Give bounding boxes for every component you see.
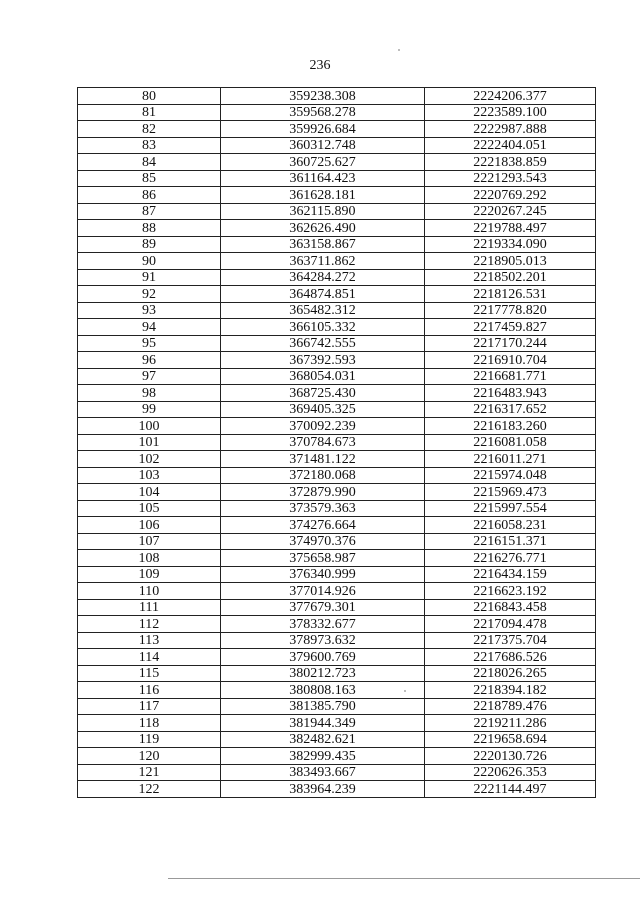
table-row — [78, 665, 596, 682]
y-coordinate-cell: 2220130.726 — [425, 748, 596, 765]
y-coordinate-cell: 2217375.704 — [425, 632, 596, 649]
y-coordinate-cell: 2218126.531 — [425, 286, 596, 303]
x-coordinate-cell: 365482.312 — [221, 302, 425, 319]
y-coordinate-cell: 2216151.371 — [425, 533, 596, 550]
y-coordinate-cell: 2221144.497 — [425, 781, 596, 798]
x-coordinate-cell: 361628.181 — [221, 187, 425, 204]
x-coordinate-cell: 374276.664 — [221, 517, 425, 534]
scan-speck — [404, 690, 406, 692]
x-coordinate-cell: 372180.068 — [221, 467, 425, 484]
table-row — [78, 467, 596, 484]
table-row — [78, 319, 596, 336]
y-coordinate-cell: 2216276.771 — [425, 550, 596, 567]
x-coordinate-cell: 375658.987 — [221, 550, 425, 567]
y-coordinate-cell: 2220626.353 — [425, 764, 596, 781]
point-number-cell: 90 — [78, 253, 221, 270]
table-row — [78, 253, 596, 270]
y-coordinate-cell: 2218905.013 — [425, 253, 596, 270]
y-coordinate-cell: 2224206.377 — [425, 88, 596, 105]
y-coordinate-cell: 2216317.652 — [425, 401, 596, 418]
table-row — [78, 583, 596, 600]
point-number-cell: 91 — [78, 269, 221, 286]
table-row — [78, 286, 596, 303]
x-coordinate-cell: 369405.325 — [221, 401, 425, 418]
x-coordinate-cell: 366105.332 — [221, 319, 425, 336]
point-number-cell: 114 — [78, 649, 221, 666]
table-row — [78, 88, 596, 105]
point-number-cell: 92 — [78, 286, 221, 303]
table-row — [78, 269, 596, 286]
y-coordinate-cell: 2223589.100 — [425, 104, 596, 121]
point-number-cell: 98 — [78, 385, 221, 402]
point-number-cell: 88 — [78, 220, 221, 237]
point-number-cell: 120 — [78, 748, 221, 765]
x-coordinate-cell: 359568.278 — [221, 104, 425, 121]
table-row — [78, 418, 596, 435]
table-row — [78, 236, 596, 253]
x-coordinate-cell: 363711.862 — [221, 253, 425, 270]
page-number: 236 — [309, 58, 331, 73]
point-number-cell: 100 — [78, 418, 221, 435]
point-number-cell: 93 — [78, 302, 221, 319]
table-row — [78, 104, 596, 121]
x-coordinate-cell: 359926.684 — [221, 121, 425, 138]
table-row — [78, 154, 596, 171]
x-coordinate-cell: 370092.239 — [221, 418, 425, 435]
table-row — [78, 121, 596, 138]
x-coordinate-cell: 383493.667 — [221, 764, 425, 781]
point-number-cell: 80 — [78, 88, 221, 105]
point-number-cell: 81 — [78, 104, 221, 121]
point-number-cell: 109 — [78, 566, 221, 583]
scan-speck — [398, 49, 400, 51]
x-coordinate-cell: 377014.926 — [221, 583, 425, 600]
table-row — [78, 517, 596, 534]
table-row — [78, 682, 596, 699]
coordinates-table — [77, 87, 596, 798]
point-number-cell: 110 — [78, 583, 221, 600]
x-coordinate-cell: 380808.163 — [221, 682, 425, 699]
y-coordinate-cell: 2215997.554 — [425, 500, 596, 517]
table-row — [78, 484, 596, 501]
x-coordinate-cell: 361164.423 — [221, 170, 425, 187]
y-coordinate-cell: 2218502.201 — [425, 269, 596, 286]
point-number-cell: 113 — [78, 632, 221, 649]
point-number-cell: 122 — [78, 781, 221, 798]
point-number-cell: 111 — [78, 599, 221, 616]
point-number-cell: 89 — [78, 236, 221, 253]
table-row — [78, 302, 596, 319]
x-coordinate-cell: 371481.122 — [221, 451, 425, 468]
x-coordinate-cell: 368054.031 — [221, 368, 425, 385]
x-coordinate-cell: 377679.301 — [221, 599, 425, 616]
point-number-cell: 117 — [78, 698, 221, 715]
y-coordinate-cell: 2217170.244 — [425, 335, 596, 352]
x-coordinate-cell: 359238.308 — [221, 88, 425, 105]
point-number-cell: 108 — [78, 550, 221, 567]
point-number-cell: 84 — [78, 154, 221, 171]
x-coordinate-cell: 383964.239 — [221, 781, 425, 798]
point-number-cell: 103 — [78, 467, 221, 484]
x-coordinate-cell: 378973.632 — [221, 632, 425, 649]
table-row — [78, 220, 596, 237]
point-number-cell: 97 — [78, 368, 221, 385]
point-number-cell: 85 — [78, 170, 221, 187]
table-row — [78, 451, 596, 468]
y-coordinate-cell: 2216910.704 — [425, 352, 596, 369]
table-row — [78, 698, 596, 715]
x-coordinate-cell: 376340.999 — [221, 566, 425, 583]
y-coordinate-cell: 2216843.458 — [425, 599, 596, 616]
point-number-cell: 115 — [78, 665, 221, 682]
point-number-cell: 116 — [78, 682, 221, 699]
y-coordinate-cell: 2221838.859 — [425, 154, 596, 171]
x-coordinate-cell: 378332.677 — [221, 616, 425, 633]
scan-edge-line — [168, 878, 640, 879]
y-coordinate-cell: 2217778.820 — [425, 302, 596, 319]
table-row — [78, 550, 596, 567]
table-row — [78, 500, 596, 517]
point-number-cell: 105 — [78, 500, 221, 517]
point-number-cell: 95 — [78, 335, 221, 352]
y-coordinate-cell: 2215969.473 — [425, 484, 596, 501]
coordinates-table-body — [78, 88, 596, 798]
y-coordinate-cell: 2217459.827 — [425, 319, 596, 336]
point-number-cell: 102 — [78, 451, 221, 468]
table-row — [78, 731, 596, 748]
y-coordinate-cell: 2216623.192 — [425, 583, 596, 600]
y-coordinate-cell: 2217094.478 — [425, 616, 596, 633]
table-row — [78, 715, 596, 732]
point-number-cell: 107 — [78, 533, 221, 550]
table-row — [78, 434, 596, 451]
y-coordinate-cell: 2215974.048 — [425, 467, 596, 484]
table-row — [78, 616, 596, 633]
y-coordinate-cell: 2219788.497 — [425, 220, 596, 237]
table-row — [78, 352, 596, 369]
y-coordinate-cell: 2219211.286 — [425, 715, 596, 732]
y-coordinate-cell: 2216058.231 — [425, 517, 596, 534]
table-row — [78, 649, 596, 666]
x-coordinate-cell: 363158.867 — [221, 236, 425, 253]
table-row — [78, 781, 596, 798]
y-coordinate-cell: 2217686.526 — [425, 649, 596, 666]
y-coordinate-cell: 2216081.058 — [425, 434, 596, 451]
point-number-cell: 101 — [78, 434, 221, 451]
point-number-cell: 99 — [78, 401, 221, 418]
y-coordinate-cell: 2218789.476 — [425, 698, 596, 715]
x-coordinate-cell: 372879.990 — [221, 484, 425, 501]
x-coordinate-cell: 368725.430 — [221, 385, 425, 402]
point-number-cell: 86 — [78, 187, 221, 204]
x-coordinate-cell: 381385.790 — [221, 698, 425, 715]
x-coordinate-cell: 364874.851 — [221, 286, 425, 303]
point-number-cell: 94 — [78, 319, 221, 336]
point-number-cell: 118 — [78, 715, 221, 732]
table-row — [78, 170, 596, 187]
y-coordinate-cell: 2220267.245 — [425, 203, 596, 220]
y-coordinate-cell: 2222404.051 — [425, 137, 596, 154]
y-coordinate-cell: 2219334.090 — [425, 236, 596, 253]
x-coordinate-cell: 379600.769 — [221, 649, 425, 666]
point-number-cell: 106 — [78, 517, 221, 534]
y-coordinate-cell: 2218026.265 — [425, 665, 596, 682]
table-row — [78, 187, 596, 204]
table-row — [78, 764, 596, 781]
x-coordinate-cell: 382482.621 — [221, 731, 425, 748]
y-coordinate-cell: 2219658.694 — [425, 731, 596, 748]
table-row — [78, 137, 596, 154]
point-number-cell: 83 — [78, 137, 221, 154]
point-number-cell: 119 — [78, 731, 221, 748]
x-coordinate-cell: 382999.435 — [221, 748, 425, 765]
y-coordinate-cell: 2216681.771 — [425, 368, 596, 385]
table-row — [78, 533, 596, 550]
y-coordinate-cell: 2216483.943 — [425, 385, 596, 402]
y-coordinate-cell: 2221293.543 — [425, 170, 596, 187]
point-number-cell: 87 — [78, 203, 221, 220]
table-row — [78, 748, 596, 765]
y-coordinate-cell: 2222987.888 — [425, 121, 596, 138]
table-row — [78, 335, 596, 352]
point-number-cell: 121 — [78, 764, 221, 781]
x-coordinate-cell: 366742.555 — [221, 335, 425, 352]
x-coordinate-cell: 362626.490 — [221, 220, 425, 237]
point-number-cell: 104 — [78, 484, 221, 501]
x-coordinate-cell: 380212.723 — [221, 665, 425, 682]
table-row — [78, 203, 596, 220]
table-row — [78, 599, 596, 616]
x-coordinate-cell: 364284.272 — [221, 269, 425, 286]
x-coordinate-cell: 370784.673 — [221, 434, 425, 451]
x-coordinate-cell: 360312.748 — [221, 137, 425, 154]
table-row — [78, 385, 596, 402]
table-row — [78, 368, 596, 385]
x-coordinate-cell: 373579.363 — [221, 500, 425, 517]
y-coordinate-cell: 2216434.159 — [425, 566, 596, 583]
y-coordinate-cell: 2216011.271 — [425, 451, 596, 468]
y-coordinate-cell: 2216183.260 — [425, 418, 596, 435]
table-row — [78, 401, 596, 418]
y-coordinate-cell: 2220769.292 — [425, 187, 596, 204]
y-coordinate-cell: 2218394.182 — [425, 682, 596, 699]
x-coordinate-cell: 374970.376 — [221, 533, 425, 550]
x-coordinate-cell: 362115.890 — [221, 203, 425, 220]
x-coordinate-cell: 360725.627 — [221, 154, 425, 171]
table-row — [78, 566, 596, 583]
table-row — [78, 632, 596, 649]
point-number-cell: 112 — [78, 616, 221, 633]
point-number-cell: 96 — [78, 352, 221, 369]
x-coordinate-cell: 381944.349 — [221, 715, 425, 732]
point-number-cell: 82 — [78, 121, 221, 138]
x-coordinate-cell: 367392.593 — [221, 352, 425, 369]
